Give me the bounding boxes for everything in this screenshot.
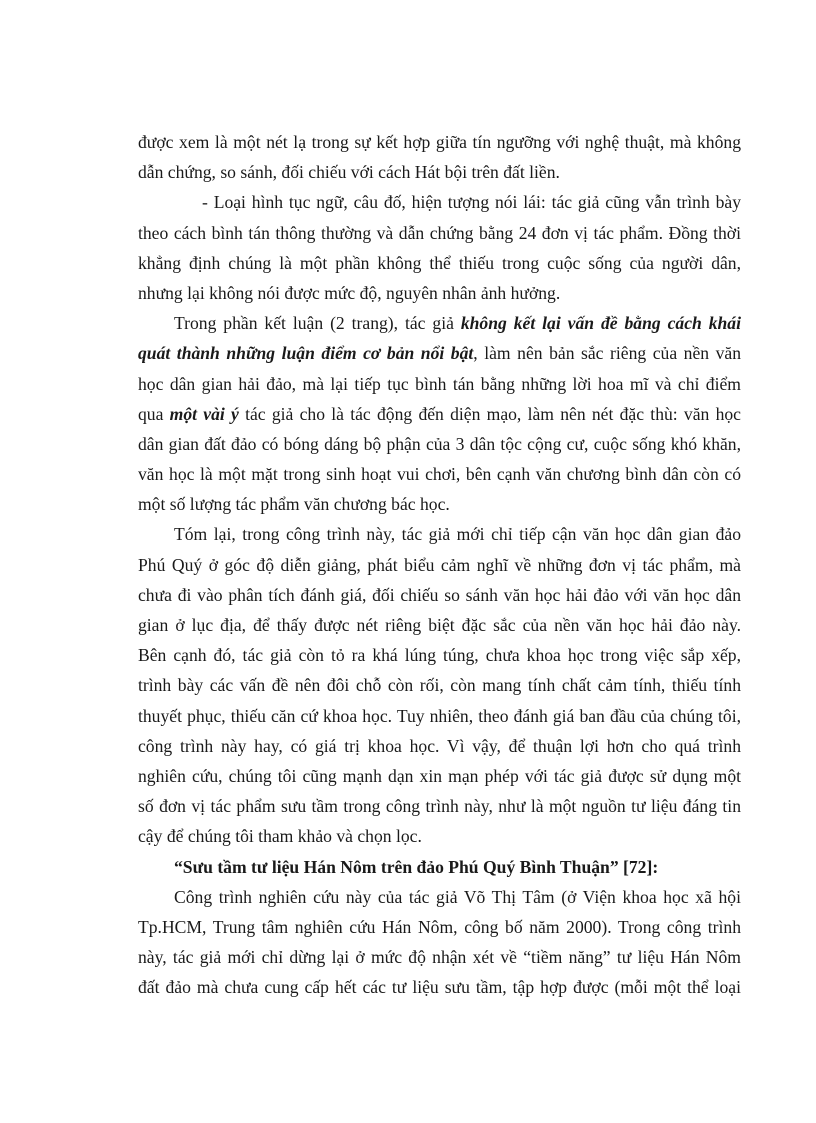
- text-line: chưa đi vào phân tích đánh giá, đối chiếu so sánh văn học hải đảo với văn học dân: [138, 584, 741, 605]
- text-line: Phú Quý ở góc độ diễn giảng, phát biểu cảm nghĩ về những đơn vị tác phẩm, mà: [138, 554, 741, 575]
- text-line: Tóm lại, trong công trình này, tác giả mới chỉ tiếp cận văn học dân gian đảo: [174, 524, 741, 545]
- emphasis-text: một vài ý: [169, 403, 239, 424]
- text-line: dẫn chứng, so sánh, đối chiếu với cách Hát bội trên đất liền.: [138, 162, 560, 183]
- text-line: [138, 399, 741, 429]
- text-line: - Loại hình tục ngữ, câu đố, hiện tượng nói lái: tác giả cũng vẫn trình bày: [202, 192, 741, 213]
- text-line: nghiên cứu, chúng tôi cũng mạnh dạn xin mạn phép với tác giả được sử dụng một: [138, 765, 741, 786]
- text-line: đất đảo mà chưa cung cấp hết các tư liệu sưu tầm, tập hợp được (mỗi một thể loại: [138, 977, 741, 998]
- text-line: khẳng định chúng là một phần không thể thiếu trong cuộc sống của người dân,: [138, 252, 741, 273]
- text-line: một số lượng tác phẩm văn chương bác học.: [138, 494, 450, 515]
- section-heading: “Sưu tầm tư liệu Hán Nôm trên đảo Phú Quý Bình Thuận” [72]:: [174, 856, 659, 877]
- text-line: Bên cạnh đó, tác giả còn tỏ ra khá lúng túng, chưa khoa học trong việc sắp xếp,: [138, 645, 741, 666]
- text-line: Tp.HCM, Trung tâm nghiên cứu Hán Nôm, công bố năm 2000). Trong công trình: [138, 916, 741, 937]
- plain-text: , làm nên bản sắc riêng của nền văn: [473, 343, 741, 364]
- plain-text: qua: [138, 403, 170, 424]
- text-line: công trình này hay, có giá trị khoa học. Vì vậy, để thuận lợi hơn cho quá trình: [138, 735, 741, 756]
- text-line: được xem là một nét lạ trong sự kết hợp giữa tín ngưỡng với nghệ thuật, mà không: [138, 132, 741, 152]
- text-line: [138, 338, 741, 368]
- text-line: theo cách bình tán thông thường và dẫn chứng bằng 24 đơn vị tác phẩm. Đồng thời: [138, 222, 741, 243]
- text-line: thuyết phục, thiếu căn cứ khoa học. Tuy nhiên, theo đánh giá ban đầu của chúng tôi,: [138, 705, 741, 726]
- text-line: cậy để chúng tôi tham khảo và chọn lọc.: [138, 826, 422, 847]
- text-line: dân gian đất đảo có bóng dáng bộ phận của 3 dân tộc cộng cư, cuộc sống khó khăn,: [138, 433, 741, 454]
- plain-text: Trong phần kết luận (2 trang), tác giả: [174, 313, 461, 334]
- text-line: Công trình nghiên cứu này của tác giả Võ Thị Tâm (ở Viện khoa học xã hội: [174, 886, 741, 907]
- text-line: số đơn vị tác phẩm sưu tầm trong công trình này, như là một nguồn tư liệu đáng tin: [138, 796, 741, 817]
- emphasis-text: quát thành những luận điểm cơ bản nổi bật: [138, 343, 474, 364]
- text-line: này, tác giả mới chỉ dừng lại ở mức độ nhận xét về “tiềm năng” tư liệu Hán Nôm: [138, 947, 741, 968]
- document-page: [138, 127, 741, 1002]
- text-line: nhưng lại không nói được mức độ, nguyên nhân ảnh hưởng.: [138, 282, 561, 303]
- plain-text: tác giả cho là tác động đến diện mạo, làm nên nét đặc thù: văn học: [238, 403, 741, 424]
- text-line: văn học là một mặt trong sinh hoạt vui chơi, bên cạnh văn chương bình dân còn có: [138, 464, 741, 485]
- emphasis-text: không kết lại vấn đề bằng cách khái: [460, 313, 741, 334]
- text-line: học dân gian hải đảo, mà lại tiếp tục bình tán bằng những lời hoa mĩ và chỉ điểm: [138, 373, 741, 394]
- text-line: [138, 308, 741, 338]
- text-line: trình bày các vấn đề nên đôi chỗ còn rối, còn mang tính chất cảm tính, thiếu tính: [138, 675, 741, 696]
- text-line: gian ở lục địa, để thấy được nét riêng biệt đặc sắc của nền văn học hải đảo này.: [138, 615, 741, 635]
